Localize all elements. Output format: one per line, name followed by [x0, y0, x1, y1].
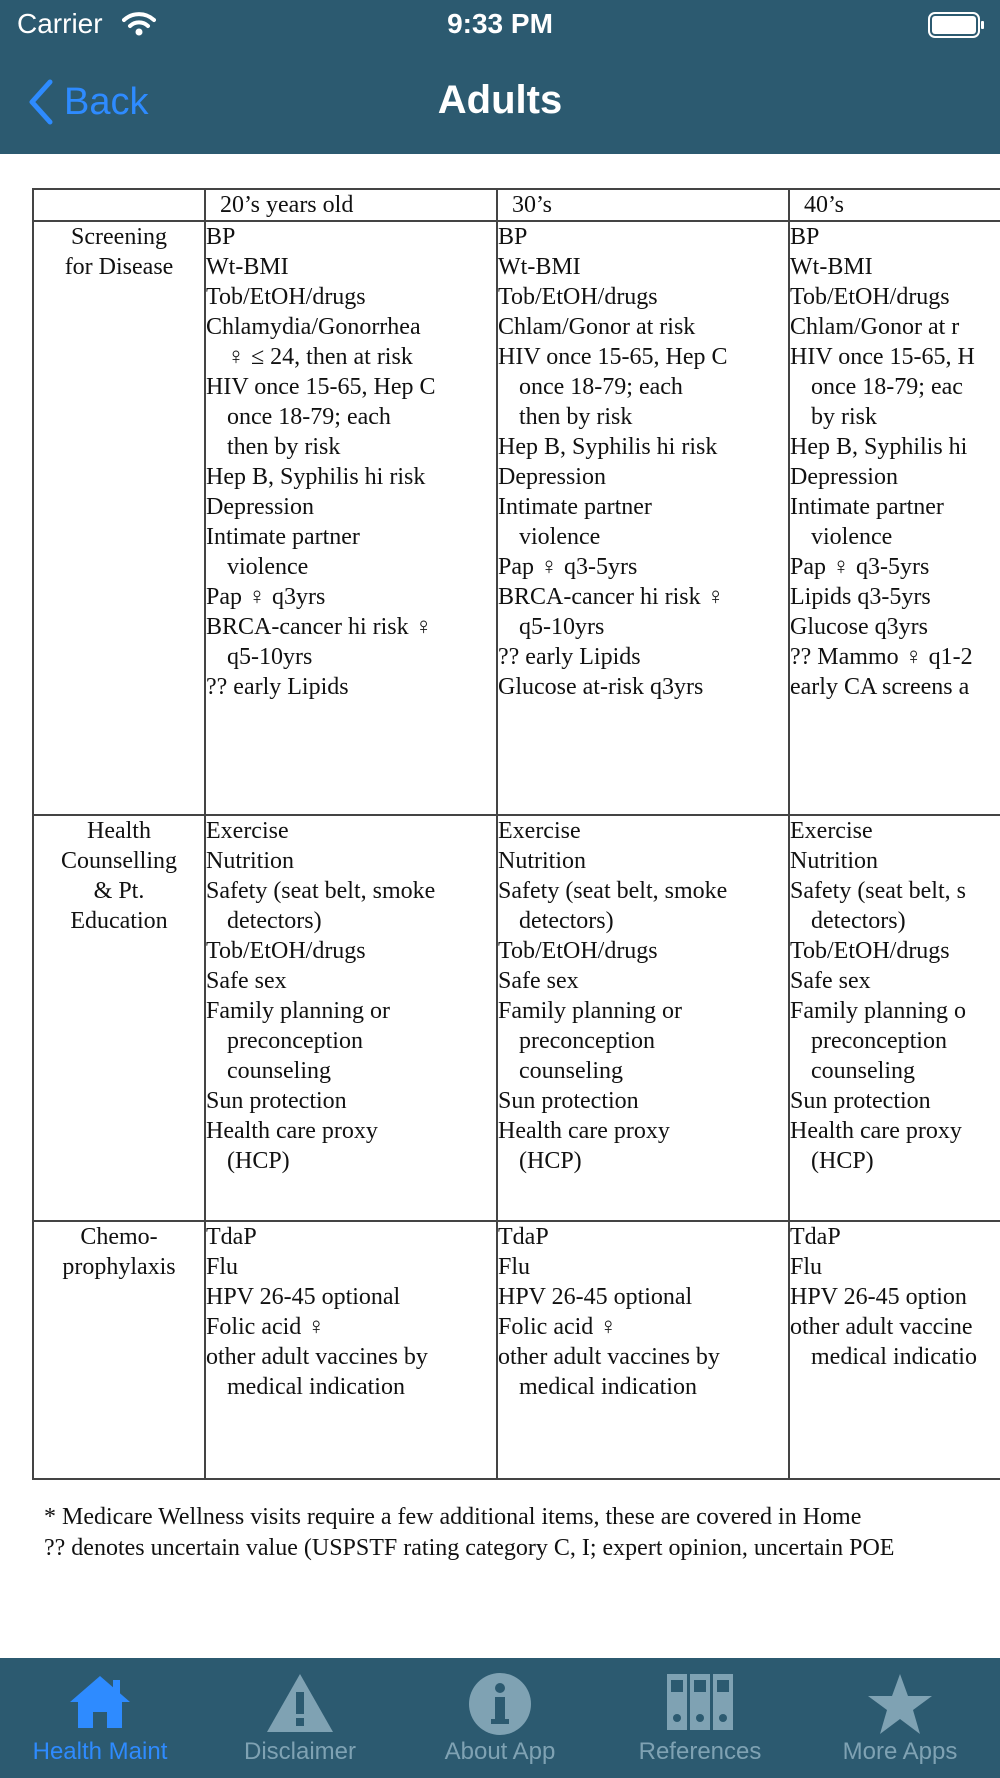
list-item: Family planning or preconception counseling — [498, 998, 682, 1084]
row-header-line: Counselling — [60, 848, 177, 874]
content-scroll-area[interactable] — [0, 154, 1000, 1658]
list-item: Tob/EtOH/drugs — [206, 938, 366, 964]
list-item: Depression — [498, 464, 606, 490]
list-item: Safe sex — [498, 968, 579, 994]
row-header-line: Chemo- — [80, 1224, 158, 1250]
list-item: Nutrition — [790, 848, 878, 874]
table-cell — [205, 221, 497, 815]
list-item: Chlamydia/Gonorrhea ♀ ≤ 24, then at risk — [206, 314, 421, 370]
tab-label: Disclaimer — [243, 1738, 356, 1765]
status-bar — [0, 0, 1000, 50]
list-item: Intimate partner violence — [498, 494, 652, 550]
list-item: BP — [498, 224, 528, 250]
list-item: Chlam/Gonor at r — [790, 314, 960, 340]
list-item: Safe sex — [790, 968, 871, 994]
table-cell — [789, 221, 1000, 815]
list-item: Glucose at-risk q3yrs — [498, 674, 704, 700]
list-item: Folic acid ♀ — [206, 1314, 326, 1340]
list-item: Exercise — [206, 818, 289, 844]
tab-about-app[interactable] — [400, 1658, 600, 1778]
list-item: ?? Mammo ♀ q1-2 — [790, 644, 973, 670]
list-item: TdaP — [206, 1224, 257, 1250]
table-cell — [789, 1221, 1000, 1479]
row-header — [33, 1221, 205, 1479]
list-item: Health care proxy (HCP) — [206, 1118, 378, 1174]
row-header-line: Screening — [71, 224, 167, 250]
list-item: Nutrition — [206, 848, 294, 874]
list-item: Chlam/Gonor at risk — [498, 314, 696, 340]
list-item: early CA screens a — [790, 674, 970, 700]
table-cell — [205, 1221, 497, 1479]
carrier-label: Carrier — [17, 8, 103, 39]
page-title: Adults — [437, 78, 563, 122]
list-item: Flu — [498, 1254, 531, 1280]
list-item: Wt-BMI — [790, 254, 873, 280]
list-item: Depression — [206, 494, 314, 520]
table-row — [33, 1221, 1000, 1479]
row-header-line: Education — [70, 908, 168, 934]
list-item: Wt-BMI — [498, 254, 581, 280]
list-item: Flu — [790, 1254, 823, 1280]
tab-label: Health Maint — [32, 1738, 168, 1765]
list-item: Pap ♀ q3-5yrs — [498, 554, 638, 580]
row-header-line: & Pt. — [93, 878, 145, 904]
list-item: Tob/EtOH/drugs — [498, 938, 658, 964]
list-item: Safety (seat belt, smoke detectors) — [206, 878, 436, 934]
row-header-line: prophylaxis — [62, 1254, 176, 1280]
row-header-line: for Disease — [64, 254, 174, 280]
list-item: Hep B, Syphilis hi risk — [498, 434, 718, 460]
table-cell — [205, 815, 497, 1221]
corner-cell — [33, 189, 205, 221]
navigation-bar — [0, 50, 1000, 154]
health-maintenance-table — [32, 188, 1000, 1480]
column-header: 20’s years old — [205, 189, 497, 221]
list-item: HIV once 15-65, Hep C once 18-79; each then by risk — [498, 344, 728, 430]
list-item: Family planning o preconception counseling — [790, 998, 966, 1084]
list-item: Pap ♀ q3yrs — [206, 584, 326, 610]
footnote: * Medicare Wellness visits require a few additional items, these are covered in Home — [44, 1504, 862, 1530]
tab-more-apps[interactable] — [800, 1658, 1000, 1778]
list-item: Hep B, Syphilis hi risk — [206, 464, 426, 490]
table-header-row — [33, 189, 1000, 221]
list-item: HPV 26-45 optional — [498, 1284, 693, 1310]
footnotes — [44, 1502, 894, 1564]
list-item: Exercise — [498, 818, 581, 844]
list-item: BP — [790, 224, 820, 250]
list-item: ?? early Lipids — [498, 644, 641, 670]
list-item: Folic acid ♀ — [498, 1314, 618, 1340]
list-item: Depression — [790, 464, 898, 490]
tab-disclaimer[interactable] — [200, 1658, 400, 1778]
list-item: Sun protection — [790, 1088, 931, 1114]
list-item: HIV once 15-65, H once 18-79; eac by risk — [790, 344, 975, 430]
list-item: Safety (seat belt, s detectors) — [790, 878, 966, 934]
tab-health-maint[interactable] — [0, 1658, 200, 1778]
info-icon — [468, 1672, 532, 1741]
list-item: Exercise — [790, 818, 873, 844]
table-row — [33, 815, 1000, 1221]
table-cell — [497, 1221, 789, 1479]
tab-label: About App — [444, 1738, 556, 1765]
row-header-line: Health — [87, 818, 151, 844]
star-icon — [866, 1672, 934, 1741]
row-header — [33, 815, 205, 1221]
list-item: BP — [206, 224, 236, 250]
list-item: Lipids q3-5yrs — [790, 584, 931, 610]
row-header — [33, 221, 205, 815]
list-item: BRCA-cancer hi risk ♀ q5-10yrs — [206, 614, 433, 670]
list-item: Flu — [206, 1254, 239, 1280]
list-item: other adult vaccine medical indicatio — [790, 1314, 977, 1370]
warning-icon — [265, 1672, 335, 1739]
list-item: Sun protection — [498, 1088, 639, 1114]
tab-label: More Apps — [842, 1738, 958, 1765]
list-item: TdaP — [498, 1224, 549, 1250]
table-cell — [497, 221, 789, 815]
list-item: Sun protection — [206, 1088, 347, 1114]
list-item: HIV once 15-65, Hep C once 18-79; each then by risk — [206, 374, 436, 460]
list-item: Health care proxy (HCP) — [790, 1118, 962, 1174]
tab-label: References — [638, 1738, 762, 1765]
tab-bar — [0, 1658, 1000, 1778]
list-item: BRCA-cancer hi risk ♀ q5-10yrs — [498, 584, 725, 640]
list-item: Wt-BMI — [206, 254, 289, 280]
list-item: Tob/EtOH/drugs — [206, 284, 366, 310]
table-row — [33, 221, 1000, 815]
table-cell — [789, 815, 1000, 1221]
list-item: Pap ♀ q3-5yrs — [790, 554, 930, 580]
binders-icon — [666, 1672, 734, 1737]
house-icon — [67, 1672, 133, 1735]
list-item: Tob/EtOH/drugs — [498, 284, 658, 310]
table-cell — [497, 815, 789, 1221]
battery-icon — [928, 12, 986, 43]
list-item: Intimate partner violence — [206, 524, 360, 580]
column-header: 40’s — [789, 189, 1000, 221]
list-item: other adult vaccines by medical indication — [498, 1344, 720, 1400]
list-item: Intimate partner violence — [790, 494, 944, 550]
tab-references[interactable] — [600, 1658, 800, 1778]
list-item: HPV 26-45 optional — [206, 1284, 401, 1310]
back-label: Back — [64, 80, 149, 123]
column-header: 30’s — [497, 189, 789, 221]
list-item: Hep B, Syphilis hi — [790, 434, 968, 460]
footnote: ?? denotes uncertain value (USPSTF rating category C, I; expert opinion, uncertain POE — [44, 1535, 895, 1561]
list-item: HPV 26-45 option — [790, 1284, 967, 1310]
list-item: ?? early Lipids — [206, 674, 349, 700]
list-item: other adult vaccines by medical indication — [206, 1344, 428, 1400]
list-item: Health care proxy (HCP) — [498, 1118, 670, 1174]
list-item: Family planning or preconception counseling — [206, 998, 390, 1084]
list-item: Glucose q3yrs — [790, 614, 928, 640]
list-item: Nutrition — [498, 848, 586, 874]
list-item: Safe sex — [206, 968, 287, 994]
list-item: Tob/EtOH/drugs — [790, 938, 950, 964]
list-item: Tob/EtOH/drugs — [790, 284, 950, 310]
list-item: Safety (seat belt, smoke detectors) — [498, 878, 728, 934]
clock: 9:33 PM — [447, 8, 553, 39]
list-item: TdaP — [790, 1224, 841, 1250]
